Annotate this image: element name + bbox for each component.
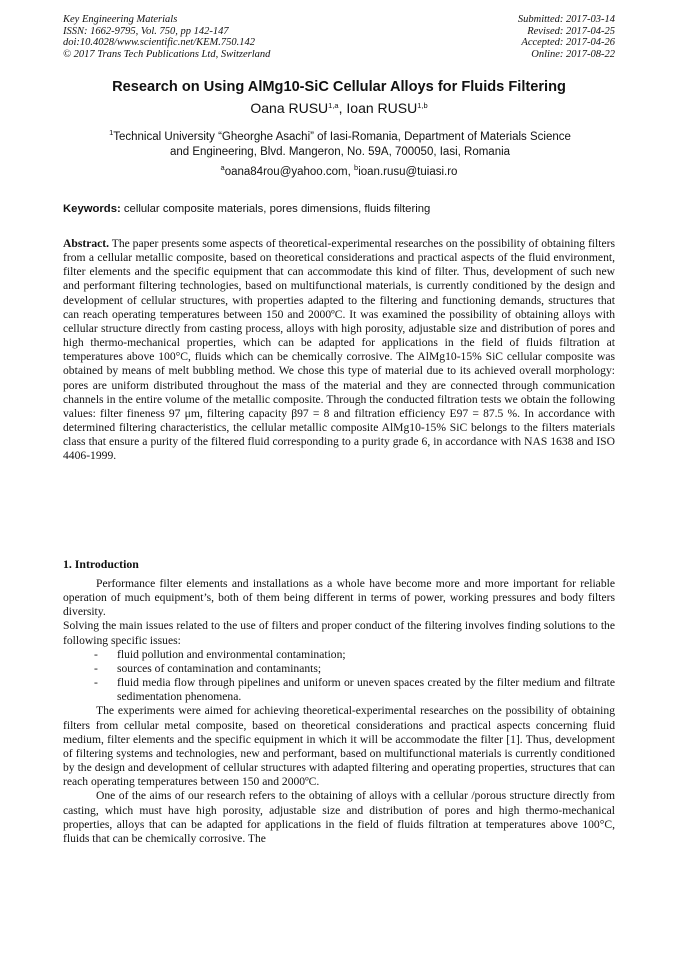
bullet-dash: - (94, 647, 98, 661)
paragraph: The experiments were aimed for achieving theoretical-experimental researches on the possibility of obtaining filters from cellular metal composite, based on theoretical considerations and practical aspects concerning fluid medium, filter elements and the specific equipment in which it will be accommodate the filter [1]. Thus, development of filtering systems and technologies, new and performant, based on multifunctional materials is currently conditioned by the design and development of cellular structures with adapted filtering and operating properties, structures that can reach operating temperatures between 150 and 2000ºC. (63, 704, 615, 789)
abstract-label: Abstract. (63, 237, 110, 250)
paragraph: Performance filter elements and installations as a whole have become more and more important for reliable operation of much equipment’s, both of them being different in terms of power, working pressures and body filters diversity. (63, 577, 615, 619)
online-date: Online: 2017-08-22 (531, 48, 615, 60)
journal-header-left (63, 14, 270, 60)
email-sup: a (220, 163, 225, 172)
keywords (63, 203, 430, 215)
affiliation-sup: 1 (109, 128, 114, 137)
affiliation-line: and Engineering, Blvd. Mangeron, No. 59A, 700050, Iasi, Romania (169, 146, 511, 158)
accepted-date: Accepted: 2017-04-26 (521, 37, 615, 49)
author-emails: $^a$oana84rou@yahoo.com, $^b$ioan.rusu@tuiasi.ro (220, 163, 458, 178)
revised-date: Revised: 2017-04-25 (527, 25, 615, 37)
section-heading: 1. Introduction (63, 557, 139, 571)
abstract (63, 237, 615, 464)
paragraph: Solving the main issues related to the use of filters and proper conduct of the filtering involves finding solutions to the following specific issues: (63, 619, 615, 647)
email-address[interactable]: oana84rou@yahoo.com (224, 166, 348, 178)
list-item-text: fluid media flow through pipelines and uniform or uneven spaces created by the filter medium and filtrate sedimentation phenomena. (117, 676, 615, 704)
keywords-label: Keywords: (63, 203, 121, 215)
author-affil-sup: 1,b (417, 101, 428, 110)
submitted-date: Submitted: 2017-03-14 (517, 14, 615, 25)
journal-name: Key Engineering Materials (63, 14, 178, 25)
paper-title: Research on Using AlMg10-SiC Cellular Alloys for Fluids Filtering (112, 79, 566, 95)
abstract-text: The paper presents some aspects of theoretical-experimental researches on the possibility of obtaining filters from a cellular metallic composite, based on theoretical considerations and practical aspects of the fluid environment, filter elements and the specific equipment that can accommodate this kind of filter. Thus, development of such new and performant filtering technologies, based on multifunctional materials, is currently conditioned by the design and development of cellular structures, with properties adapted to the filtering and functioning demands, structures that can reach operating temperatures between 150 and 2000ºC. It was examined the possibility of obtaining alloys with cellular structure directly from casting process, alloys with high porosity, adjustable size and distribution of pores and high thermo-mechanical properties, which can be adapted for applications in the field of fluids filtration at temperatures above 100°C, fluids which can be chemically corrosive. The AlMg10-15% SiC cellular composite was obtained by means of melt bubbling method. We chose this type of material due to its achieved overall morphology: pores are uniform distributed throughout the mass of the material and they are connected through communication channels in the entire volume of the metallic composite. Through the conducted filtration tests we obtain the following values: filter fineness 97 μm, filtering capacity β97 = 8 and filtration efficiency E97 = 87.5 %. In accordance with determined filtering characteristics, the cellular metallic composite AlMg10-15% SiC belongs to the filters materials class that ensure a purity of the filtered fluid corresponding to a purity grade 6, in accordance with NAS 1638 and ISO 4406-1999. (63, 237, 615, 463)
copyright-line: © 2017 Trans Tech Publications Ltd, Switzerland (63, 48, 271, 60)
bullet-dash: - (94, 661, 98, 675)
affiliation-line: Technical University “Gheorghe Asachi” of Iasi-Romania, Department of Materials Science (113, 131, 571, 143)
author-name: Oana RUSU (250, 100, 329, 116)
list-item-text: sources of contamination and contaminants; (117, 661, 322, 675)
list-item (63, 648, 615, 662)
issue-list (63, 648, 615, 705)
list-item-text: fluid pollution and environmental contamination; (117, 647, 346, 661)
keywords-text: cellular composite materials, pores dimensions, fluids filtering (123, 203, 431, 215)
bullet-dash: - (94, 676, 98, 690)
issn-line: ISSN: 1662-9795, Vol. 750, pp 142-147 (63, 25, 229, 37)
author-name: Ioan RUSU (346, 100, 418, 116)
author-affil-sup: 1,a (328, 101, 339, 110)
list-item (63, 676, 615, 704)
author-list: Oana RUSU$^{1,a}$, Ioan RUSU$^{1,b}$ (250, 100, 428, 116)
doi-line: doi:10.4028/www.scientific.net/KEM.750.142 (63, 37, 255, 49)
email-sup: b (354, 163, 359, 172)
section-body (63, 577, 615, 846)
email-address[interactable]: ioan.rusu@tuiasi.ro (358, 166, 458, 178)
paragraph: One of the aims of our research refers to the obtaining of alloys with a cellular /porous structure directly from casting, which must have high porosity, adjustable size and distribution of pores and high thermo-mechanical properties, alloys that can be adapted for applications in the field of fluids filtration at temperatures above 100°C, fluids that can be chemically corrosive. The (63, 789, 615, 845)
affiliation (70, 130, 610, 160)
list-item (63, 662, 615, 676)
journal-header-right (518, 14, 615, 60)
